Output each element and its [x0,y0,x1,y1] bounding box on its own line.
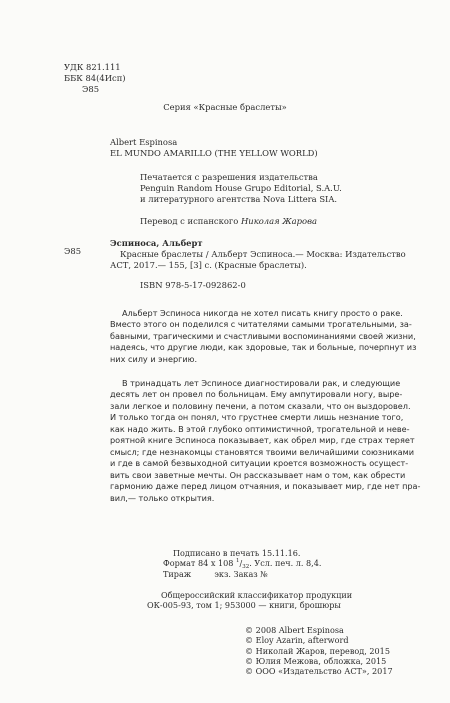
copyright-line: © Юлия Межова, обложка, 2015 [245,655,387,666]
annotation-line: как надо жить. В этой глубоко оптимистичной, трогательной и невe- [110,423,410,434]
print-run: Тираж экз. Заказ № [163,568,268,579]
print-format: Формат 84 x 108 $^1/_{32}$. Усл. печ. л. 8,4. [163,558,322,571]
annotation-line: смысл; где незнакомцы становятся твоими величайшими союзниками [110,446,415,457]
annotation-line: И только тогда он понял, что грустнее смерти лишь незнание того, [110,412,404,423]
catalog-author-heading: Эспиноса, Альберт [110,238,203,248]
product-classifier [147,590,352,611]
classifier-line: Общероссийский классификатор продукции [161,590,353,600]
author-mark: Э85 [82,83,100,94]
copyright-list [245,625,393,676]
annotation-line: Альберт Эспиноса никогда не хотел писать книгу просто о раке. [122,308,403,318]
translator-name: Николая Жарова [241,216,317,226]
signed-for-print: Подписано в печать 15.11.16. [173,548,301,558]
permission-notice [140,172,342,204]
copyright-line: © Николай Жаров, перевод, 2015 [245,645,390,656]
catalog-description-line: Красные браслеты / Альберт Эспиноса.— Москва: Издательство [120,248,406,259]
annotation-line: десять лет он провел по больницам. Ему ампутировали ногу, выре- [110,389,403,400]
annotation-line: Вместо этого он поделился с читателями самыми трогательными, за- [110,319,412,330]
annotation-line: вил,— только открытия. [110,492,215,503]
catalog-author-mark: Э85 [64,246,82,256]
original-title-block [110,137,318,159]
annotation-line: них силу и энергию. [110,353,198,364]
classification-codes [64,62,126,94]
catalog-description-line: АСТ, 2017.— 155, [3] с. (Красные браслеты). [110,259,307,270]
annotation-line: гармонию даже перед лицом отчаяния, и показывает мир, где нет пра- [110,481,421,492]
annotation-line: и где в самой безвыходной ситуации кроется возможность осущест- [110,458,409,469]
catalog-code [64,246,81,257]
bbk-code: ББК 84(4Исп) [64,72,126,83]
annotation-line: роятной книге Эспиноса показывает, как обрел мир, где страх теряет [110,435,415,446]
original-author: Albert Espinosa [110,137,178,147]
copyright-line: © 2008 Albert Espinosa [245,625,344,635]
udk-code: УДК 821.111 [64,62,121,72]
annotation-line: зали легкое и половину печени, а потом сказали, что он выздоровел. [110,400,411,411]
catalog-entry [110,238,406,270]
classifier-line: ОК-005-93, том 1; 953000 — книги, брошюры [147,600,341,611]
annotation-line: бавными, трагическими и счастливыми воспоминаниями своей жизни, [110,330,416,341]
annotation-line: надеясь, что другие люди, как здоровые, так и больные, почерпнут из [110,342,417,353]
annotation-paragraph-2 [110,378,420,504]
isbn-line [140,280,246,291]
permission-line: Печатается с разрешения издательства [140,172,318,182]
series-line [40,102,410,113]
printing-details [163,548,321,579]
isbn-number: ISBN 978-5-17-092862-0 [140,280,246,290]
annotation-line: В тринадцать лет Эспиносе диагностировали рак, и следующие [122,378,401,388]
translation-credit [140,216,317,227]
copyright-line: © Eloy Azarin, afterword [245,635,349,646]
series-text: Серия «Красные браслеты» [163,102,287,112]
copyright-line: © ООО «Издательство АСТ», 2017 [245,666,393,677]
translation-prefix: Перевод с испанского [140,216,241,226]
original-title: EL MUNDO AMARILLO (THE YELLOW WORLD) [110,147,318,158]
permission-line: и литературного агентства Nova Litterа SIA. [140,193,338,204]
annotation-line: вить свои заветные мечты. Он рассказывает нам о том, как обрести [110,469,406,480]
permission-line: Penguin Random House Grupo Editorial, S.A.U. [140,182,342,193]
annotation-paragraph-1 [110,308,416,365]
